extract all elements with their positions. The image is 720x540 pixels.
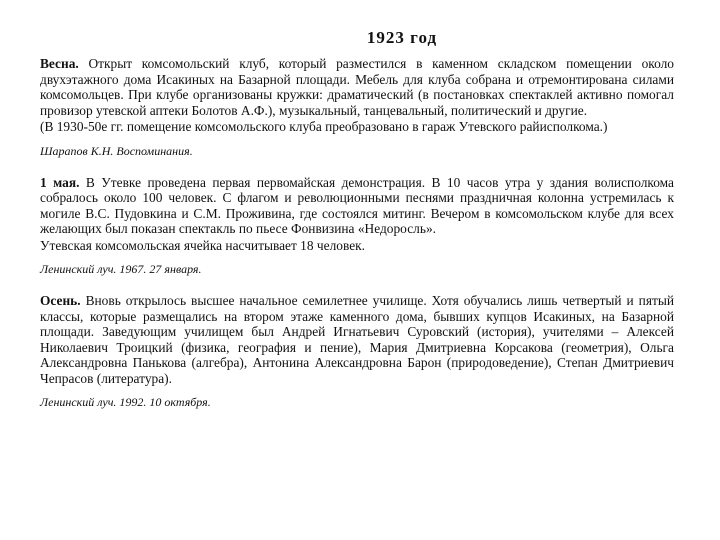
entry-spring <box>40 56 674 158</box>
entry-may-day <box>40 175 674 277</box>
document-page <box>40 28 674 426</box>
entry-source: Ленинский луч. 1967. 27 января. <box>40 262 202 276</box>
entry-lead: Весна. <box>40 56 79 71</box>
entry-source: Шарапов К.Н. Воспоминания. <box>40 143 193 158</box>
entry-lead: 1 мая. <box>40 174 80 190</box>
entry-paragraph <box>40 56 674 118</box>
entry-autumn <box>40 293 674 409</box>
entry-paragraph <box>40 175 674 237</box>
entry-text: Вновь открылось высшее начальное семилетнее училище. Хотя обучались лишь четвертый и пятый классы, которые размещались на втором этаже каменного дома, бывших купцов Исакиных, на Базарной площади. Заведующим училищем был Андрей Игнатьевич Суровский (история), учителями – Алексей Николаевич Троицкий (физика, география и пение), Мария Дмитриевна Корсакова (геометрия), Ольга Александровна Панькова (алгебра), Антонина Александровна Барон (природоведение), Степан Дмитриевич Чепрасов (литература). <box>40 293 674 386</box>
page-title: 1923 год <box>366 28 438 47</box>
entry-paragraph <box>40 293 674 386</box>
entry-text: Открыт комсомольский клуб, который разместился в каменном складском помещении около двухэтажного дома Исакиных на Базарной площади. Мебель для клуба собрана и отремонтирована силами комсомольцев. При клубе организованы кружки: драматический (в постановках спектаклей активно помогал провизор утевской аптеки Болотов А.Ф.), музыкальный, танцевальный, политический и другие. <box>40 56 674 118</box>
entry-extra: Утевская комсомольская ячейка насчитывает 18 человек. <box>40 237 366 253</box>
entry-text: В Утевке проведена первая первомайская демонстрация. В 10 часов утра у здания волисполкома собралось около 100 человек. С флагом и революционными песнями праздничная колонна устремилась к могиле В.С. Пудовкина и С.М. Проживина, где состоялся митинг. Вечером в комсомольском клубе для всех желающих был показан спектакль по пьесе Фонвизина «Недоросль». <box>40 174 674 236</box>
entry-source: Ленинский луч. 1992. 10 октября. <box>40 395 211 409</box>
entry-extra: (В 1930-50е гг. помещение комсомольского клуба преобразовано в гараж Утевского райисполкома.) <box>40 119 608 134</box>
entry-lead: Осень. <box>40 293 81 308</box>
